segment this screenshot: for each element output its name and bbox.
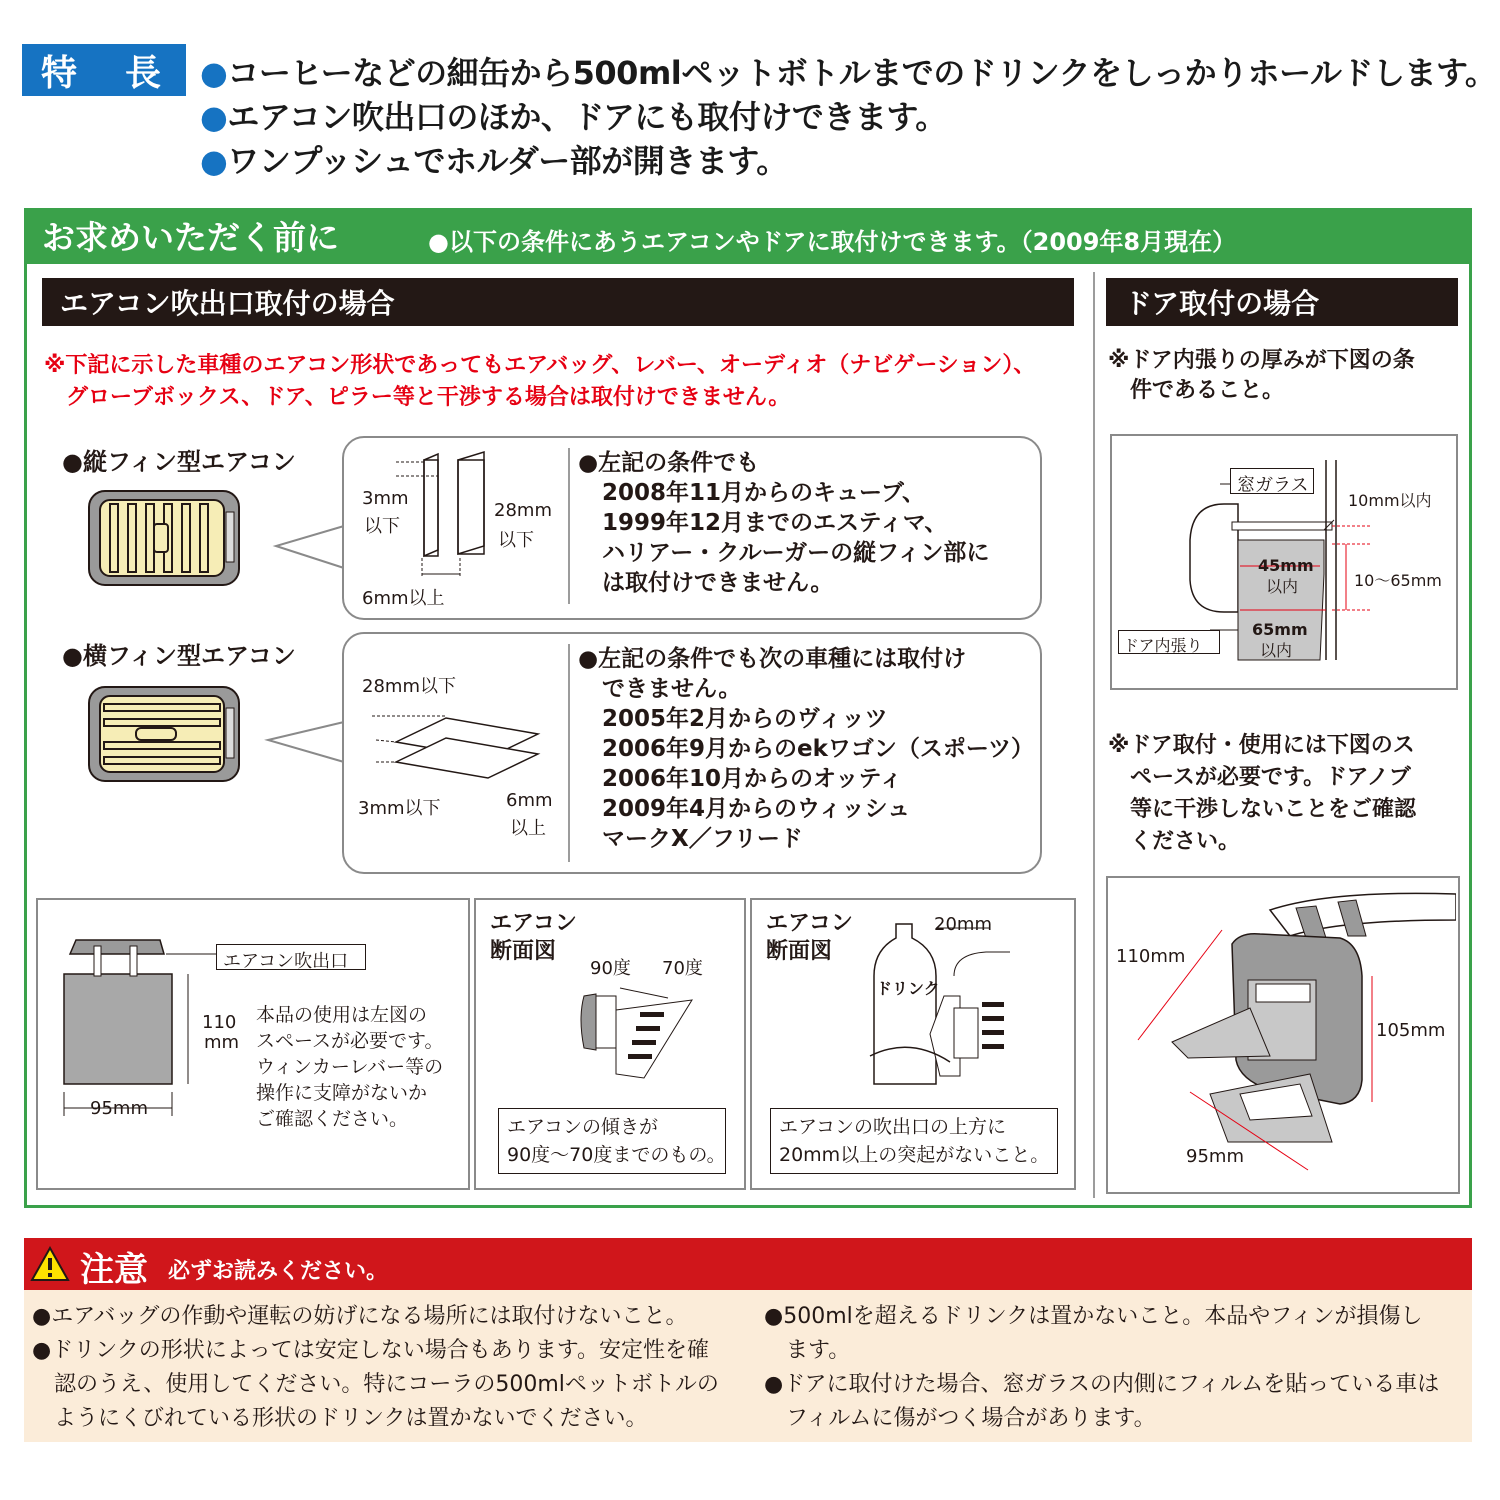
features-badge: 特 長 — [22, 44, 186, 96]
drink-label: ドリンク — [876, 979, 940, 998]
dim-65mm-qualifier: 以内 — [1260, 641, 1293, 660]
aircon-warning: ※下記に示した車種のエアコン形状であってもエアバッグ、レバー、オーディオ（ナビゲーション）、 — [44, 353, 1036, 378]
protrusion-caption: エアコンの吹出口の上方に 20mm以上の突起がないこと。 — [770, 1108, 1058, 1174]
feature-item: ●エアコン吹出口のほか、ドアにも取付けできます。 — [200, 98, 947, 136]
door-section-header: ドア取付の場合 — [1106, 278, 1458, 326]
dim-10-65mm: 10〜65mm — [1354, 571, 1442, 590]
caution-list-left: ●エアバッグの作動や運転の妨げになる場所には取付けないこと。 ●ドリンクの形状によっては安定しない場合もあります。安定性を確 認のうえ、使用してください。特にコーラの500mlペットボトルの ようにくびれている形状のドリンクは置かないでください。 — [32, 1304, 719, 1431]
angle-70: 70度 — [662, 958, 703, 979]
dim-45mm: 45mm — [1258, 556, 1314, 575]
dim-110mm: 110mm — [1116, 946, 1186, 967]
dim-thickness: 3mm — [362, 488, 409, 509]
caution-subtitle: 必ずお読みください。 — [168, 1259, 389, 1284]
dim-height-qualifier: 以下 — [498, 530, 534, 551]
dim-95mm: 95mm — [1186, 1146, 1244, 1167]
caution-title: 注意 — [80, 1250, 148, 1290]
tilt-title: エアコン 断面図 — [490, 911, 577, 964]
angle-90: 90度 — [590, 958, 631, 979]
horizontal-fin-vent-icon — [86, 684, 246, 784]
caution-list-right: ●500mlを超えるドリンクは置かないこと。本品やフィンが損傷し ます。 ●ドアに取付けた場合、窓ガラスの内側にフィルムを貼っている車は フィルムに傷がつく場合があります。 — [764, 1304, 1440, 1431]
dim-110-unit: mm — [204, 1032, 240, 1053]
warning-icon — [30, 1246, 70, 1282]
protrusion-diagram — [850, 916, 1050, 1096]
dim-height: 28mm — [494, 500, 552, 521]
aircon-section-header: エアコン吹出口取付の場合 — [42, 278, 1074, 326]
bubble-pointer — [272, 436, 352, 626]
horizontal-fin-note: ●左記の条件でも次の車種には取付け できません。 2005年2月からのヴィッツ 2006年9月からのekワゴン（スポーツ） 2006年10月からのオッティ 2009年4月からのウィッシュ マークX／フリード — [578, 646, 1034, 852]
vertical-fin-vent-icon — [86, 488, 246, 588]
bubble-pointer — [262, 632, 352, 872]
tilt-diagram — [574, 978, 704, 1088]
vertical-fin-note: ●左記の条件でも 2008年11月からのキューブ、 1999年12月までのエスティマ、 ハリアー・クルーガーの縦フィン部に は取付けできません。 — [578, 450, 990, 596]
before-purchase-note: ●以下の条件にあうエアコンやドアに取付けできます。（2009年8月現在） — [428, 228, 1237, 256]
dim-10mm: 10mm以内 — [1348, 491, 1432, 510]
door-trim-tag: ドア内張り — [1118, 630, 1220, 654]
window-glass-tag: 窓ガラス — [1230, 468, 1314, 494]
feature-item: ●ワンプッシュでホルダー部が開きます。 — [200, 142, 788, 180]
dim-thickness-qualifier: 以下 — [364, 516, 400, 537]
column-divider — [1093, 272, 1095, 1198]
protrusion-title: エアコン 断面図 — [766, 911, 853, 964]
dim-gap: 6mm — [506, 790, 553, 811]
dim-95: 95mm — [90, 1098, 148, 1119]
feature-item: ●コーヒーなどの細缶から500mlペットボトルまでのドリンクをしっかりホールドします。 — [200, 54, 1497, 92]
aircon-outlet-tag: エアコン吹出口 — [216, 944, 366, 970]
vertical-fin-diagram — [376, 450, 556, 600]
dim-110: 110 — [202, 1012, 237, 1033]
dim-45mm-qualifier: 以内 — [1266, 577, 1299, 596]
dim-gap: 6mm以上 — [362, 588, 445, 609]
door-note-thickness: ※ドア内張りの厚みが下図の条 件であること。 — [1108, 348, 1415, 403]
dim-105mm: 105mm — [1376, 1020, 1446, 1041]
horizontal-fin-label: ●横フィン型エアコン — [62, 642, 296, 670]
before-purchase-title: お求めいただく前に — [42, 218, 339, 257]
vertical-fin-label: ●縦フィン型エアコン — [62, 448, 296, 476]
dim-width: 28mm以下 — [362, 676, 456, 697]
space-requirement-text: 本品の使用は左図の スペースが必要です。 ウィンカーレバー等の 操作に支障がないか ご確認ください。 — [256, 1004, 444, 1130]
dim-gap-qualifier: 以上 — [510, 818, 546, 839]
door-note-space: ※ドア取付・使用には下図のス ペースが必要です。ドアノブ 等に干渉しないことをご確認 ください。 — [1108, 733, 1417, 854]
dim-65mm: 65mm — [1252, 620, 1308, 639]
tilt-caption: エアコンの傾きが 90度〜70度までのもの。 — [498, 1108, 726, 1174]
dim-thickness: 3mm以下 — [358, 798, 441, 819]
horizontal-fin-diagram — [366, 700, 556, 800]
aircon-warning: グローブボックス、ドア、ピラー等と干渉する場合は取付けできません。 — [66, 385, 791, 410]
dim-20mm: 20mm — [934, 914, 992, 935]
